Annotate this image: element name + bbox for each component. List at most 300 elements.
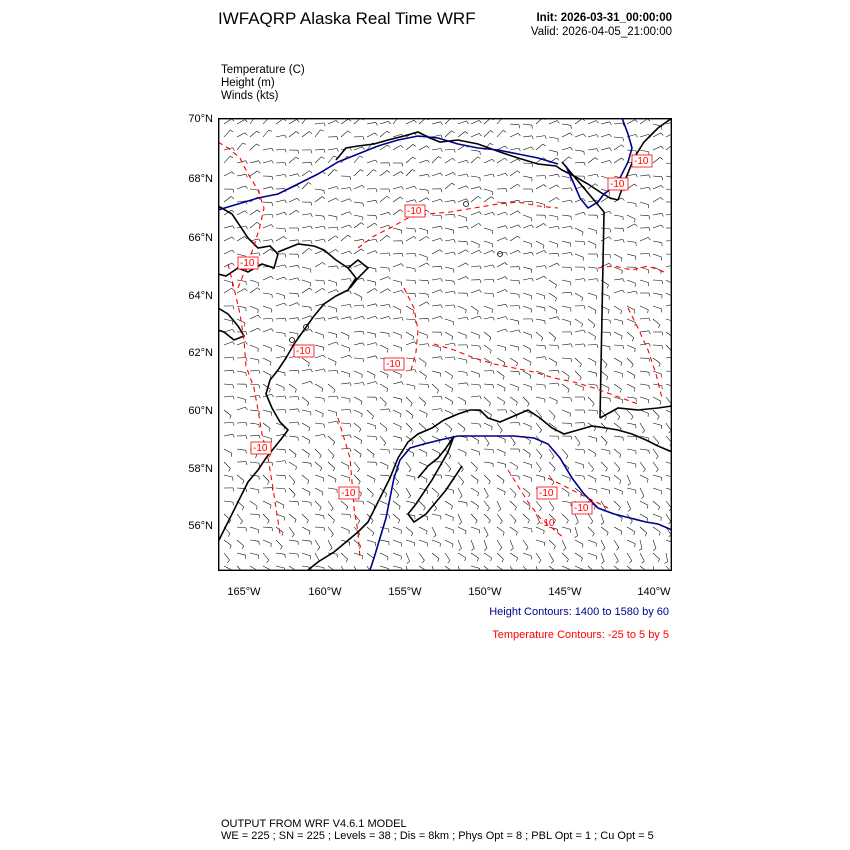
wind-barb-shaft (289, 422, 298, 423)
wind-barb-flag (584, 476, 585, 480)
wind-barb-flag (592, 404, 594, 407)
wind-barb-flag (296, 132, 299, 134)
wind-barb-shaft (588, 174, 597, 176)
coastlines (218, 118, 672, 570)
wind-barb-shaft (653, 553, 660, 559)
wind-barb-flag (398, 520, 400, 523)
wind-barb-shaft (341, 212, 349, 215)
wind-barb-flag (466, 453, 467, 456)
wind-barb-shaft (367, 410, 374, 416)
wind-barb-shaft (354, 293, 362, 297)
wind-barb-shaft (250, 280, 259, 283)
wind-barb-shaft (588, 241, 596, 245)
wind-barb-flag (441, 316, 443, 319)
temp-label: -10 (407, 206, 422, 217)
wind-barb-shaft (341, 527, 349, 530)
temp-label: -10 (240, 258, 255, 269)
wind-barb-shaft (471, 371, 480, 374)
wind-barb-flag (519, 422, 520, 425)
wind-barb-shaft (263, 318, 272, 319)
wind-barb-flag (372, 416, 374, 419)
wind-barb-flag (230, 545, 231, 548)
field-temperature: Temperature (C) (221, 64, 305, 76)
wind-barb-shaft (601, 122, 610, 124)
wind-barb-shaft (432, 157, 438, 163)
wind-barb-flag (526, 547, 528, 550)
wind-barb-flag (506, 329, 508, 332)
wind-barb-flag (415, 280, 416, 283)
wind-barb-shaft (614, 384, 621, 389)
wind-barb-shaft (380, 501, 388, 505)
wind-barb-shaft (302, 248, 309, 254)
wind-barb-flag (491, 197, 494, 199)
wind-barb-flag (552, 509, 554, 512)
wind-barb-shaft (458, 263, 466, 267)
wind-barb-flag (350, 291, 352, 294)
wind-barb-shaft (445, 332, 453, 337)
wind-barb-shaft (315, 488, 323, 492)
wind-barb-flag (438, 559, 439, 562)
wind-barb-flag (232, 237, 234, 240)
wind-barb-shaft (445, 172, 453, 176)
wind-barb-shaft (419, 174, 428, 176)
wind-barb-flag (240, 521, 242, 524)
wind-barb-shaft (393, 566, 402, 568)
wind-barb-flag (311, 241, 312, 244)
wind-barb-shaft (471, 150, 480, 151)
wind-barb-flag (372, 494, 374, 497)
wind-barb-shaft (562, 371, 569, 376)
wind-barb-shaft (328, 227, 337, 228)
wind-barb-shaft (627, 384, 635, 388)
wind-barb-shaft (302, 527, 310, 531)
wind-barb-flag (349, 212, 351, 215)
wind-barb-shaft (640, 371, 649, 372)
wind-barb-flag (308, 454, 309, 457)
wind-barb-flag (437, 429, 439, 432)
wind-barb-shaft (289, 157, 296, 163)
wind-barb-flag (337, 421, 339, 424)
wind-barb-flag (467, 383, 468, 386)
wind-barb-shaft (627, 462, 636, 464)
wind-barb-shaft (471, 462, 477, 468)
wind-barb-shaft (406, 342, 414, 345)
wind-barb-flag (389, 450, 390, 454)
wind-barb-shaft (354, 410, 362, 414)
wind-barb-flag (609, 211, 611, 214)
wind-barb-shaft (445, 214, 454, 215)
wind-barb-flag (399, 506, 400, 509)
wind-barb-flag (490, 143, 493, 145)
wind-barb-flag (484, 549, 487, 551)
wind-barb-shaft (640, 187, 649, 189)
wind-barb-flag (308, 481, 309, 484)
wind-barb-shaft (445, 553, 450, 561)
wind-barb-shaft (471, 176, 480, 178)
wind-barb-shaft (627, 501, 631, 509)
wind-barb-flag (401, 427, 402, 430)
wind-barb-shaft (341, 383, 350, 384)
wind-barb-shaft (432, 384, 439, 390)
wind-barb-flag (337, 554, 338, 558)
wind-barb-shaft (224, 396, 233, 397)
wind-barb-shaft (289, 462, 297, 467)
wind-barb-shaft (484, 306, 492, 309)
wind-barb-flag (324, 528, 325, 531)
wind-barb-shaft (276, 540, 282, 546)
wind-barb-flag (558, 253, 559, 256)
wind-barb-shaft (406, 200, 415, 202)
wind-barb-flag (557, 401, 558, 404)
wind-barb-shaft (445, 371, 453, 376)
wind-barb-shaft (367, 316, 376, 319)
wind-barb-flag (597, 135, 599, 138)
wind-barb-flag (623, 346, 624, 349)
wind-barb-flag (610, 148, 612, 151)
wind-barb-flag (298, 278, 300, 281)
wind-barb-flag (256, 506, 257, 509)
wind-barb-flag (656, 469, 658, 472)
wind-barb-shaft (302, 183, 308, 190)
wind-barb-shaft (393, 318, 402, 320)
wind-barb-flag (454, 239, 455, 242)
wind-barb-flag (597, 385, 598, 388)
wind-barb-flag (401, 375, 402, 378)
wind-barb-shaft (380, 289, 388, 293)
wind-barb-flag (647, 479, 648, 483)
wind-barb-shaft (302, 514, 308, 520)
wind-barb-shaft (653, 185, 661, 189)
wind-barb-flag (567, 520, 569, 523)
wind-barb-shaft (224, 329, 233, 332)
wind-barb-flag (623, 437, 624, 441)
wind-barb-flag (514, 521, 516, 524)
wind-barb-flag (453, 158, 456, 160)
init-time: Init: 2026-03-31_00:00:00 (536, 12, 672, 24)
lat-label: 62°N (188, 347, 213, 359)
wind-barb-flag (259, 239, 261, 242)
wind-barb-flag (557, 121, 559, 124)
wind-barb-shaft (588, 475, 596, 479)
wind-barb-flag (298, 254, 299, 258)
wind-barb-shaft (575, 475, 584, 476)
wind-barb-shaft (315, 226, 324, 228)
wind-barb-shaft (523, 540, 528, 547)
wind-barb-shaft (224, 566, 232, 570)
wind-barb-shaft (536, 202, 545, 205)
wind-barb-shaft (224, 280, 233, 283)
wind-barb-shaft (510, 422, 519, 423)
wind-barb-flag (334, 156, 337, 157)
wind-barb-shaft (224, 119, 231, 124)
wind-barb-shaft (354, 331, 363, 332)
wind-barb-flag (540, 443, 542, 446)
wind-barb-shaft (237, 186, 245, 189)
wind-barb-shaft (562, 449, 568, 456)
wind-barb-flag (545, 357, 546, 360)
wind-barb-shaft (549, 370, 558, 371)
wind-barb-flag (498, 509, 501, 511)
wind-barb-shaft (627, 436, 636, 437)
wind-barb-shaft (510, 319, 519, 321)
wind-barb-shaft (588, 527, 594, 533)
wind-barb-shaft (315, 157, 322, 163)
wind-barb-shaft (380, 371, 388, 375)
wind-barb-flag (557, 263, 559, 266)
wind-barb-flag (309, 440, 310, 443)
wind-barb-shaft (523, 241, 532, 244)
wind-barb-shaft (354, 358, 363, 359)
wind-barb-shaft (471, 241, 479, 245)
wind-barb-shaft (510, 124, 519, 125)
wind-barb-flag (412, 441, 413, 444)
wind-barb-shaft (614, 540, 619, 548)
wind-barb-shaft (432, 290, 440, 293)
wind-barb-shaft (536, 306, 545, 308)
wind-barb-flag (350, 424, 351, 427)
wind-barb-shaft (380, 423, 387, 429)
wind-barb-shaft (250, 315, 258, 319)
wind-barb-shaft (380, 304, 389, 306)
wind-barb-flag (259, 370, 260, 373)
wind-barb-flag (489, 481, 491, 484)
wind-barb-shaft (224, 342, 232, 345)
wind-barb-shaft (315, 197, 322, 202)
wind-barb-shaft (523, 423, 531, 427)
wind-barb-flag (415, 200, 417, 203)
wind-barb-shaft (315, 215, 324, 216)
wind-barb-shaft (315, 280, 324, 281)
wind-barb-shaft (380, 316, 389, 319)
lon-label: 140°W (637, 586, 671, 598)
wind-barb-flag (454, 200, 456, 203)
wind-barb-flag (500, 548, 502, 551)
wind-barb-shaft (523, 267, 532, 269)
wind-barb-flag (462, 482, 464, 485)
wind-barb-flag (632, 338, 634, 341)
wind-barb-shaft (484, 501, 490, 508)
temp-label: -10 (539, 488, 554, 499)
wind-barb-shaft (432, 449, 440, 453)
wind-barb-shaft (302, 436, 310, 440)
wind-barb-flag (298, 554, 299, 558)
wind-barb-shaft (250, 210, 257, 215)
wind-barb-flag (584, 162, 585, 165)
wind-barb-flag (320, 130, 323, 131)
wind-barb-shaft (653, 146, 661, 150)
wind-barb-flag (255, 455, 257, 458)
wind-barb-shaft (549, 150, 558, 152)
wind-barb-shaft (237, 143, 243, 150)
wind-barb-shaft (237, 553, 246, 555)
wind-barb-shaft (549, 358, 557, 363)
wind-barb-flag (492, 250, 494, 253)
wind-barb-shaft (224, 540, 231, 545)
wind-barb-flag (333, 442, 335, 445)
wind-barb-flag (480, 316, 482, 319)
wind-barb-shaft (237, 133, 245, 137)
wind-barb-flag (270, 362, 271, 365)
wind-barb-shaft (289, 293, 298, 294)
wind-barb-flag (610, 134, 612, 137)
wind-barb-flag (622, 518, 623, 522)
wind-barb-flag (311, 214, 312, 217)
wind-barb-shaft (237, 527, 246, 528)
wind-barb-flag (657, 417, 659, 420)
wind-barb-flag (440, 250, 442, 253)
wind-barb-shaft (380, 475, 389, 476)
wind-barb-flag (402, 290, 404, 293)
wind-barb-shaft (237, 289, 245, 293)
wind-barb-flag (246, 174, 248, 177)
wind-barb-shaft (367, 122, 376, 124)
wind-barb-flag (350, 383, 351, 386)
wind-barb-flag (476, 468, 478, 471)
wind-barb-flag (505, 453, 506, 457)
wind-barb-shaft (484, 423, 492, 427)
wind-barb-shaft (471, 212, 479, 215)
wind-barb-shaft (276, 228, 285, 229)
wind-barb-shaft (445, 200, 454, 202)
wind-barb-shaft (237, 120, 245, 124)
wind-barb-shaft (510, 345, 519, 347)
wind-barb-flag (529, 494, 531, 497)
wind-barb-shaft (432, 371, 441, 373)
wind-barb-shaft (276, 475, 285, 476)
wind-barb-shaft (458, 383, 467, 384)
wind-barb-shaft (536, 423, 542, 430)
wind-barb-shaft (653, 241, 662, 243)
wind-barb-shaft (523, 527, 532, 529)
wind-barb-shaft (484, 436, 489, 443)
wind-barb-flag (487, 443, 489, 446)
wind-barb-shaft (640, 423, 645, 431)
wind-barb-shaft (445, 252, 454, 254)
wind-barb-flag (297, 303, 299, 306)
wind-barb-flag (350, 176, 351, 179)
wind-barb-shaft (536, 553, 541, 561)
wind-barb-flag (285, 396, 286, 399)
wind-barb-flag (308, 363, 309, 366)
wind-barb-flag (532, 225, 534, 228)
wind-barb-flag (272, 318, 273, 321)
wind-barb-flag (454, 252, 456, 255)
wind-barb-flag (389, 253, 390, 256)
wind-barb-flag (529, 454, 530, 457)
wind-barb-flag (528, 520, 530, 523)
wind-barb-flag (311, 202, 312, 205)
wind-barb-shaft (302, 410, 311, 412)
wind-barb-flag (376, 200, 378, 203)
wind-barb-flag (479, 133, 481, 136)
wind-barb-flag (259, 435, 260, 438)
wind-barb-flag (415, 294, 416, 297)
wind-barb-flag (570, 133, 572, 136)
wind-barb-shaft (315, 355, 324, 358)
wind-barb-flag (350, 304, 351, 307)
wind-barb-flag (363, 239, 365, 242)
wind-barb-flag (363, 203, 364, 207)
wind-barb-flag (232, 263, 234, 266)
wind-barb-shaft (341, 199, 349, 202)
wind-barb-flag (412, 416, 413, 419)
wind-barb-flag (332, 456, 334, 459)
wind-barb-shaft (406, 267, 415, 269)
wind-barb-flag (363, 359, 364, 362)
wind-barb-shaft (575, 553, 583, 558)
wind-barb-flag (642, 561, 645, 563)
wind-barb-flag (337, 187, 339, 190)
wind-barb-flag (441, 135, 443, 138)
wind-barb-shaft (588, 462, 594, 469)
wind-barb-shaft (484, 449, 493, 450)
wind-barb-flag (389, 212, 391, 215)
wind-barb-shaft (653, 462, 658, 469)
wind-barb-flag (233, 329, 235, 332)
wind-barb-flag (348, 466, 349, 469)
temperature-contours-legend: Temperature Contours: -25 to 5 by 5 (492, 629, 669, 641)
wind-barb-flag (505, 158, 508, 160)
wind-barb-shaft (302, 171, 309, 176)
wind-barb-shaft (276, 332, 285, 333)
wind-barb-flag (517, 171, 520, 173)
wind-barb-shaft (510, 553, 518, 558)
wind-barb-shaft (588, 397, 594, 404)
wind-barb-flag (629, 561, 631, 564)
wind-barb-shaft (510, 171, 517, 176)
wind-barb-shaft (276, 356, 285, 358)
wind-barb-flag (610, 332, 611, 335)
wind-barb-flag (466, 531, 467, 534)
wind-barb-shaft (627, 371, 635, 375)
wind-barb-shaft (471, 384, 480, 385)
wind-barb-shaft (432, 436, 440, 440)
wind-barb-flag (267, 521, 269, 524)
wind-barb-flag (387, 389, 388, 392)
wind-barb-flag (296, 157, 299, 159)
wind-barb-shaft (367, 332, 376, 334)
wind-barb-shaft (523, 449, 530, 454)
wind-barb-flag (506, 173, 508, 176)
wind-barb-shaft (224, 501, 233, 502)
wind-barb-flag (552, 456, 554, 459)
wind-barb-flag (504, 402, 505, 405)
wind-barb-shaft (601, 436, 607, 443)
wind-barb-flag (635, 120, 637, 123)
wind-barb-shaft (640, 397, 649, 400)
wind-barb-shaft (484, 488, 488, 496)
wind-barb-shaft (627, 410, 633, 417)
wind-barb-shaft (341, 371, 350, 374)
wind-barb-flag (272, 394, 274, 397)
wind-barb-flag (661, 185, 663, 188)
wind-barb-shaft (575, 228, 583, 232)
wind-barb-flag (349, 199, 351, 202)
wind-barb-flag (293, 482, 295, 485)
wind-barb-flag (580, 377, 582, 380)
wind-barb-shaft (458, 132, 465, 138)
wind-barb-shaft (393, 436, 402, 438)
wind-barb-shaft (276, 135, 285, 137)
wind-barb-flag (622, 158, 625, 160)
wind-barb-shaft (341, 462, 349, 466)
wind-barb-flag (519, 125, 520, 129)
wind-barb-shaft (289, 409, 298, 410)
wind-barb-shaft (653, 293, 662, 295)
wind-barb-shaft (497, 345, 506, 347)
wind-barb-flag (245, 186, 247, 189)
wind-barb-shaft (328, 488, 337, 489)
